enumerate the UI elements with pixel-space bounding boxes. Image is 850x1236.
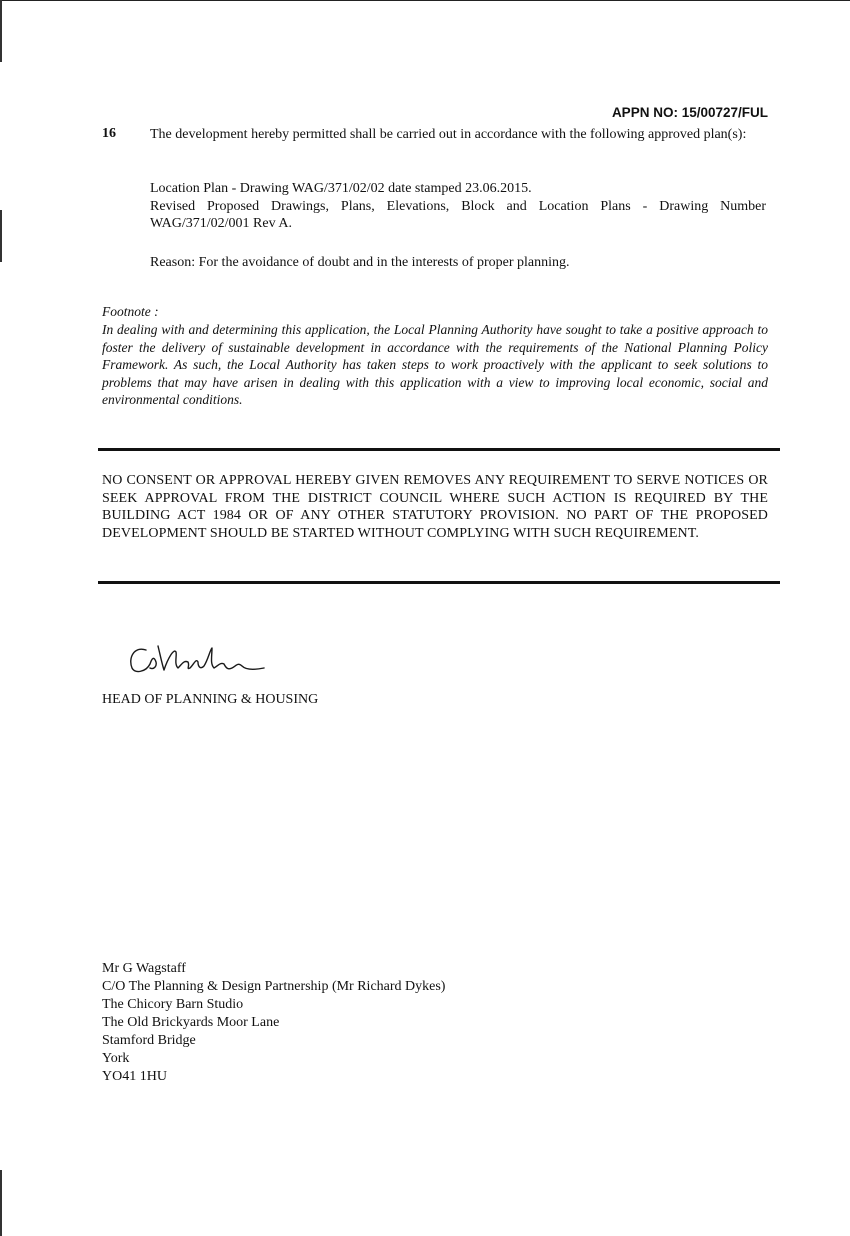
address-line: The Old Brickyards Moor Lane <box>102 1015 280 1030</box>
address-line: York <box>102 1051 130 1066</box>
recipient-address <box>102 960 445 1086</box>
approved-plan-item: Revised Proposed Drawings, Plans, Elevations, Block and Location Plans - Drawing Number WAG/371/02/001 Rev A. <box>150 198 766 231</box>
condition-number: 16 <box>102 126 116 141</box>
address-line: Stamford Bridge <box>102 1033 196 1048</box>
scan-top-edge <box>0 0 850 1</box>
address-line: Mr G Wagstaff <box>102 961 186 976</box>
signatory-title: HEAD OF PLANNING & HOUSING <box>102 692 319 707</box>
address-line: YO41 1HU <box>102 1069 167 1084</box>
approved-plans-list <box>150 180 766 233</box>
approved-plan-item: Location Plan - Drawing WAG/371/02/02 date stamped 23.06.2015. <box>150 181 532 196</box>
condition-reason: Reason: For the avoidance of doubt and in the interests of proper planning. <box>150 255 570 270</box>
footnote-heading: Footnote : <box>102 304 159 319</box>
divider-rule-top <box>98 448 780 451</box>
address-line: The Chicory Barn Studio <box>102 997 244 1012</box>
application-reference: APPN NO: 15/00727/FUL <box>611 105 768 120</box>
footnote-text: In dealing with and determining this application, the Local Planning Authority have sought to take a positive approach to foster the delivery of sustainable development in accordance with the requirements of the National Planning Policy Framework. As such, the Local Authority has taken steps to work proactively with the applicant to seek solutions to problems that may have arisen in dealing with this application with a view to improving local economic, social and environmental conditions. <box>102 322 768 407</box>
scan-left-edge-middle <box>0 210 2 262</box>
divider-rule-bottom <box>98 581 780 584</box>
address-line: C/O The Planning & Design Partnership (Mr Richard Dykes) <box>102 979 446 994</box>
condition-text: The development hereby permitted shall be carried out in accordance with the following approved plan(s): <box>150 127 747 142</box>
statutory-notice: NO CONSENT OR APPROVAL HEREBY GIVEN REMOVES ANY REQUIREMENT TO SERVE NOTICES OR SEEK APPROVAL FROM THE DISTRICT COUNCIL WHERE SUCH ACTION IS REQUIRED BY THE BUILDING ACT 1984 OR OF ANY OTHER STATUTORY PROVISION. NO PART OF THE PROPOSED DEVELOPMENT SHOULD BE STARTED WITHOUT COMPLYING WITH SUCH REQUIREMENT. <box>102 473 768 541</box>
scan-left-edge-upper <box>0 0 2 62</box>
scan-left-edge-lower <box>0 1170 2 1236</box>
handwritten-signature <box>124 640 274 680</box>
